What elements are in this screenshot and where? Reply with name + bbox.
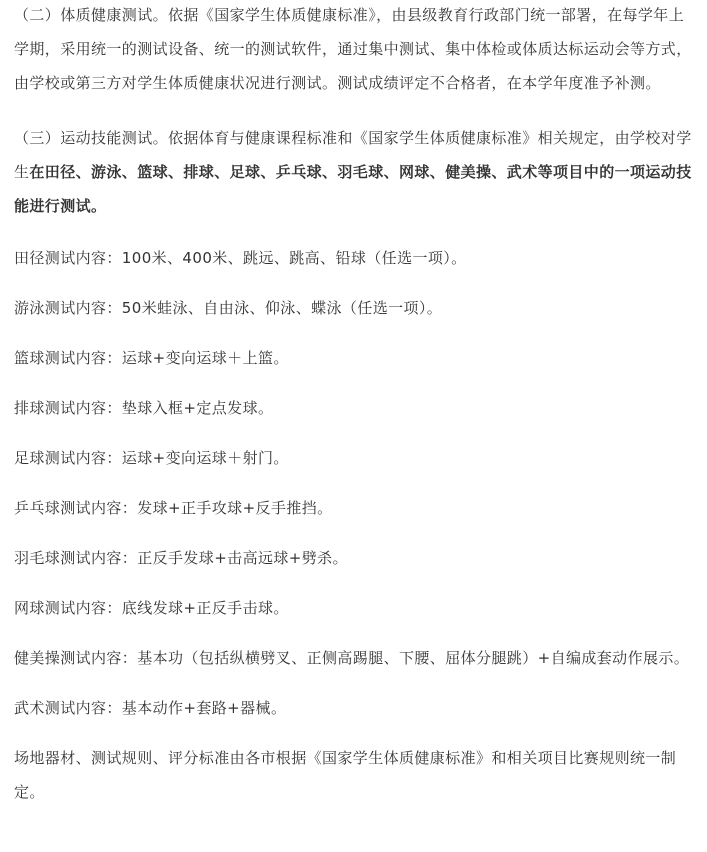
- list-item-basketball: 篮球测试内容：运球+变向运球＋上篮。: [14, 349, 289, 367]
- list-item-martial-arts: 武术测试内容：基本动作+套路+器械。: [14, 699, 287, 717]
- list-item-tennis: 网球测试内容：底线发球+正反手击球。: [14, 599, 289, 617]
- paragraph-physical-health-test: （二）体质健康测试。依据《国家学生体质健康标准》，由县级教育行政部门统一部署，在每学年上学期，采用统一的测试设备、统一的测试软件，通过集中测试、集中体检或体质达标运动会等方式，由学校或第三方对学生体质健康状况进行测试。测试成绩评定不合格者，在本学年度准予补测。: [14, 6, 692, 92]
- list-item-football: 足球测试内容：运球+变向运球＋射门。: [14, 449, 289, 467]
- paragraph-sports-skill-test-bold: 在田径、游泳、篮球、排球、足球、乒乓球、羽毛球、网球、健美操、武术等项目中的一项运动技能进行测试。: [14, 163, 692, 215]
- paragraph-sports-skill-test: [14, 121, 693, 223]
- list-item-volleyball: 排球测试内容：垫球入框+定点发球。: [14, 399, 274, 417]
- list-item-aerobics: 健美操测试内容：基本功（包括纵横劈叉、正侧高踢腿、下腰、屈体分腿跳）+自编成套动作展示。: [14, 649, 690, 667]
- list-item-table-tennis: 乒乓球测试内容：发球+正手攻球+反手推挡。: [14, 499, 333, 517]
- paragraph-sports-skill-test-normal: （三）运动技能测试。依据体育与健康课程标准和《国家学生体质健康标准》相关规定，由学校对学生: [14, 129, 692, 181]
- list-item-badminton: 羽毛球测试内容：正反手发球+击高远球+劈杀。: [14, 549, 348, 567]
- list-item-venue-rules: 场地器材、测试规则、评分标准由各市根据《国家学生体质健康标准》和相关项目比赛规则统一制定。: [14, 749, 677, 801]
- list-item-swimming: 游泳测试内容：50米蛙泳、自由泳、仰泳、蝶泳（任选一项）。: [14, 299, 443, 317]
- list-item-athletics: 田径测试内容：100米、400米、跳远、跳高、铅球（任选一项）。: [14, 249, 467, 267]
